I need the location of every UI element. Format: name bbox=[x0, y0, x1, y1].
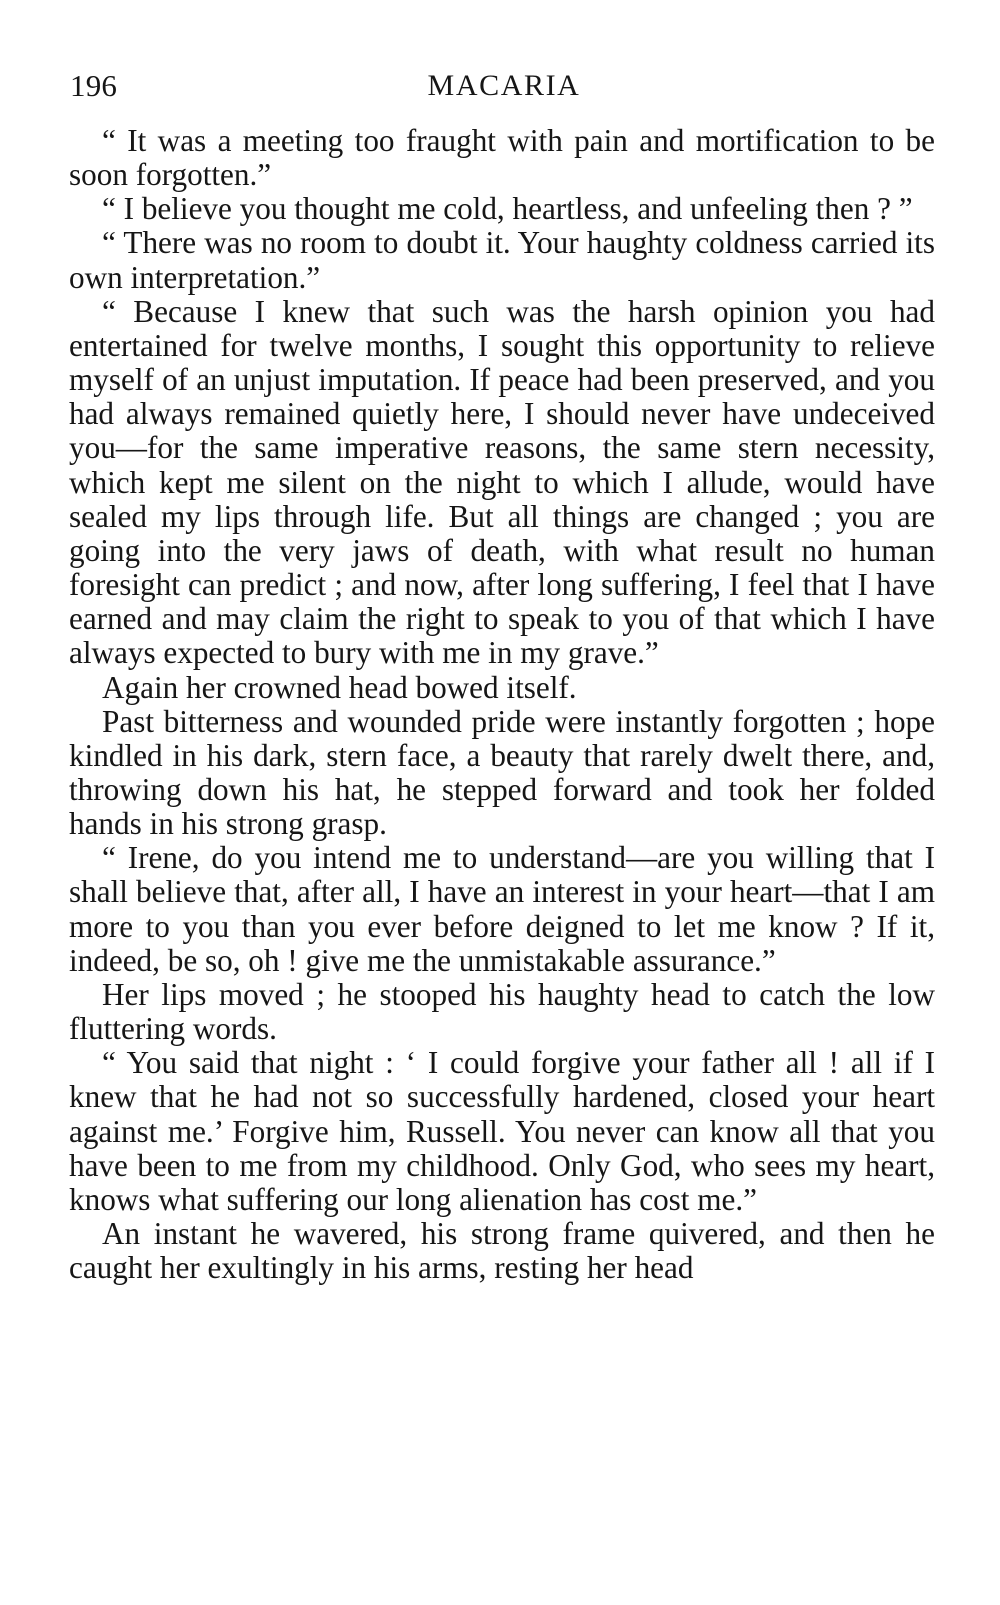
paragraph-2 bbox=[69, 192, 935, 226]
paragraph-4-text: “ Because I knew that such was the harsh opinion you had entertained for twelve months, I sought this opportunity to relieve myself of an unjust imputation. If peace had been preserved, and you had always remained quietly here, I should never have undeceived you—for the same imperative reasons, the same stern necessity, which kept me silent on the night to which I allude, would have sealed my lips through life. But all things are changed ; you are going into the very jaws of death, with what result no human foresight can predict ; and now, after long suffering, I feel that I have earned and may claim the right to speak to you of that which I have always expected to bury with me in my grave.” bbox=[69, 293, 935, 671]
paragraph-4 bbox=[69, 295, 935, 671]
paragraph-10 bbox=[69, 1217, 935, 1285]
paragraph-1 bbox=[69, 124, 935, 192]
running-head-title: MACARIA bbox=[427, 69, 581, 102]
paragraph-8 bbox=[69, 978, 935, 1046]
paragraph-7-text: “ Irene, do you intend me to understand—are you willing that I shall believe that, after all, I have an interest in your heart—that I am more to you than you ever before deigned to let me know ? If it, indeed, be so, oh ! give me the unmistakable assurance.” bbox=[69, 840, 935, 978]
paragraph-8-text: Her lips moved ; he stooped his haughty head to catch the low fluttering words. bbox=[69, 976, 935, 1047]
paragraph-9-text: “ You said that night : ‘ I could forgive your father all ! all if I knew that he had not so successfully hardened, closed your heart against me.’ Forgive him, Russell. You never can know all that you have been to me from my childhood. Only God, who sees my heart, knows what suffering our long alienation has cost me.” bbox=[69, 1045, 935, 1217]
page-body-text bbox=[69, 124, 935, 1285]
page-header bbox=[70, 62, 938, 102]
paragraph-6 bbox=[69, 705, 935, 842]
page-number: 196 bbox=[70, 68, 118, 103]
paragraph-10-text: An instant he wavered, his strong frame quivered, and then he caught her exultingly in his arms, resting her head bbox=[69, 1216, 935, 1286]
paragraph-2-text: “ I believe you thought me cold, heartless, and unfeeling then ? ” bbox=[102, 191, 913, 227]
paragraph-3-text: “ There was no room to doubt it. Your haughty coldness carried its own interpretation.” bbox=[69, 225, 935, 295]
paragraph-3 bbox=[69, 226, 935, 294]
paragraph-5 bbox=[69, 671, 935, 705]
paragraph-5-text: Again her crowned head bowed itself. bbox=[102, 669, 577, 705]
paragraph-7 bbox=[69, 841, 935, 978]
paragraph-6-text: Past bitterness and wounded pride were instantly forgotten ; hope kindled in his dark, stern face, a beauty that rarely dwelt there, and, throwing down his hat, he stepped forward and took her folded hands in his strong grasp. bbox=[69, 703, 935, 842]
paragraph-9 bbox=[69, 1046, 935, 1217]
paragraph-1-text: “ It was a meeting too fraught with pain and mortification to be soon forgotten.” bbox=[69, 123, 935, 193]
